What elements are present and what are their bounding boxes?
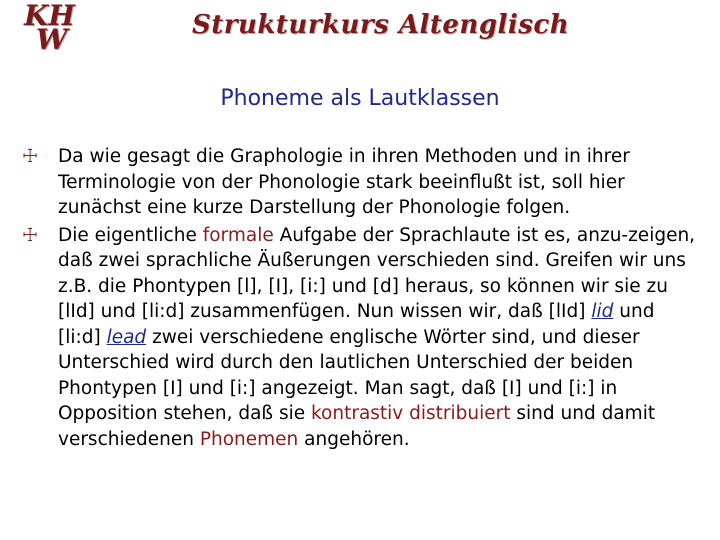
word-lead: lead: [106, 326, 147, 348]
term-phonemen: Phonemen: [199, 428, 299, 450]
slide-title: Phoneme als Lautklassen: [220, 86, 500, 111]
slide-content: [22, 144, 702, 454]
bullet2-part5: sind und damit verschiedenen: [58, 403, 656, 450]
bullet-text-1: Da wie gesagt die Graphologie in ihren Methoden und in ihrer Terminologie von der Phonologie stark beeinflußt ist, soll hier zunächst eine kurze Darstellung der Phonologie folgen.: [58, 146, 630, 218]
bullet2-part4: zwei verschiedene englische Wörter sind, und dieser Unterschied wird durch den lautlichen Unterschied der beiden Phontypen [I] und [i:] angezeigt. Man sagt, daß [I] und [i:] in Opposition stehen, daß sie: [58, 326, 640, 424]
kh-w-logo: [24, 0, 75, 56]
logo-line-2: W: [36, 23, 68, 56]
bullet2-part1: Die eigentliche: [58, 224, 203, 246]
cross-bullet-icon: ☩: [22, 224, 39, 246]
logo-line-1: KH: [24, 0, 75, 32]
bullet2-part6: angehören.: [298, 428, 410, 450]
term-formale: formale: [202, 224, 274, 246]
term-kontrastiv-distribuiert: kontrastiv distribuiert: [310, 403, 511, 424]
bullet2-part3: und [li:d]: [58, 301, 655, 348]
bullet-item-2: [22, 223, 702, 453]
course-title: Strukturkurs Altenglisch: [192, 10, 570, 40]
bullet-item-1: [22, 144, 702, 221]
bullet-text-2: [58, 225, 695, 450]
word-lid: lid: [591, 301, 614, 322]
cross-bullet-icon: ☩: [22, 146, 39, 167]
bullet2-part2: Aufgabe der Sprachlaute ist es, anzu-zeigen, daß zwei sprachliche Äußerungen verschieden sind. Greifen wir uns z.B. die Phontypen [l], [I], [i:] und [d] heraus, so können wir sie zu [lId] und [li:d] zusammenfügen. Nun wissen wir, daß [lId]: [58, 224, 696, 322]
